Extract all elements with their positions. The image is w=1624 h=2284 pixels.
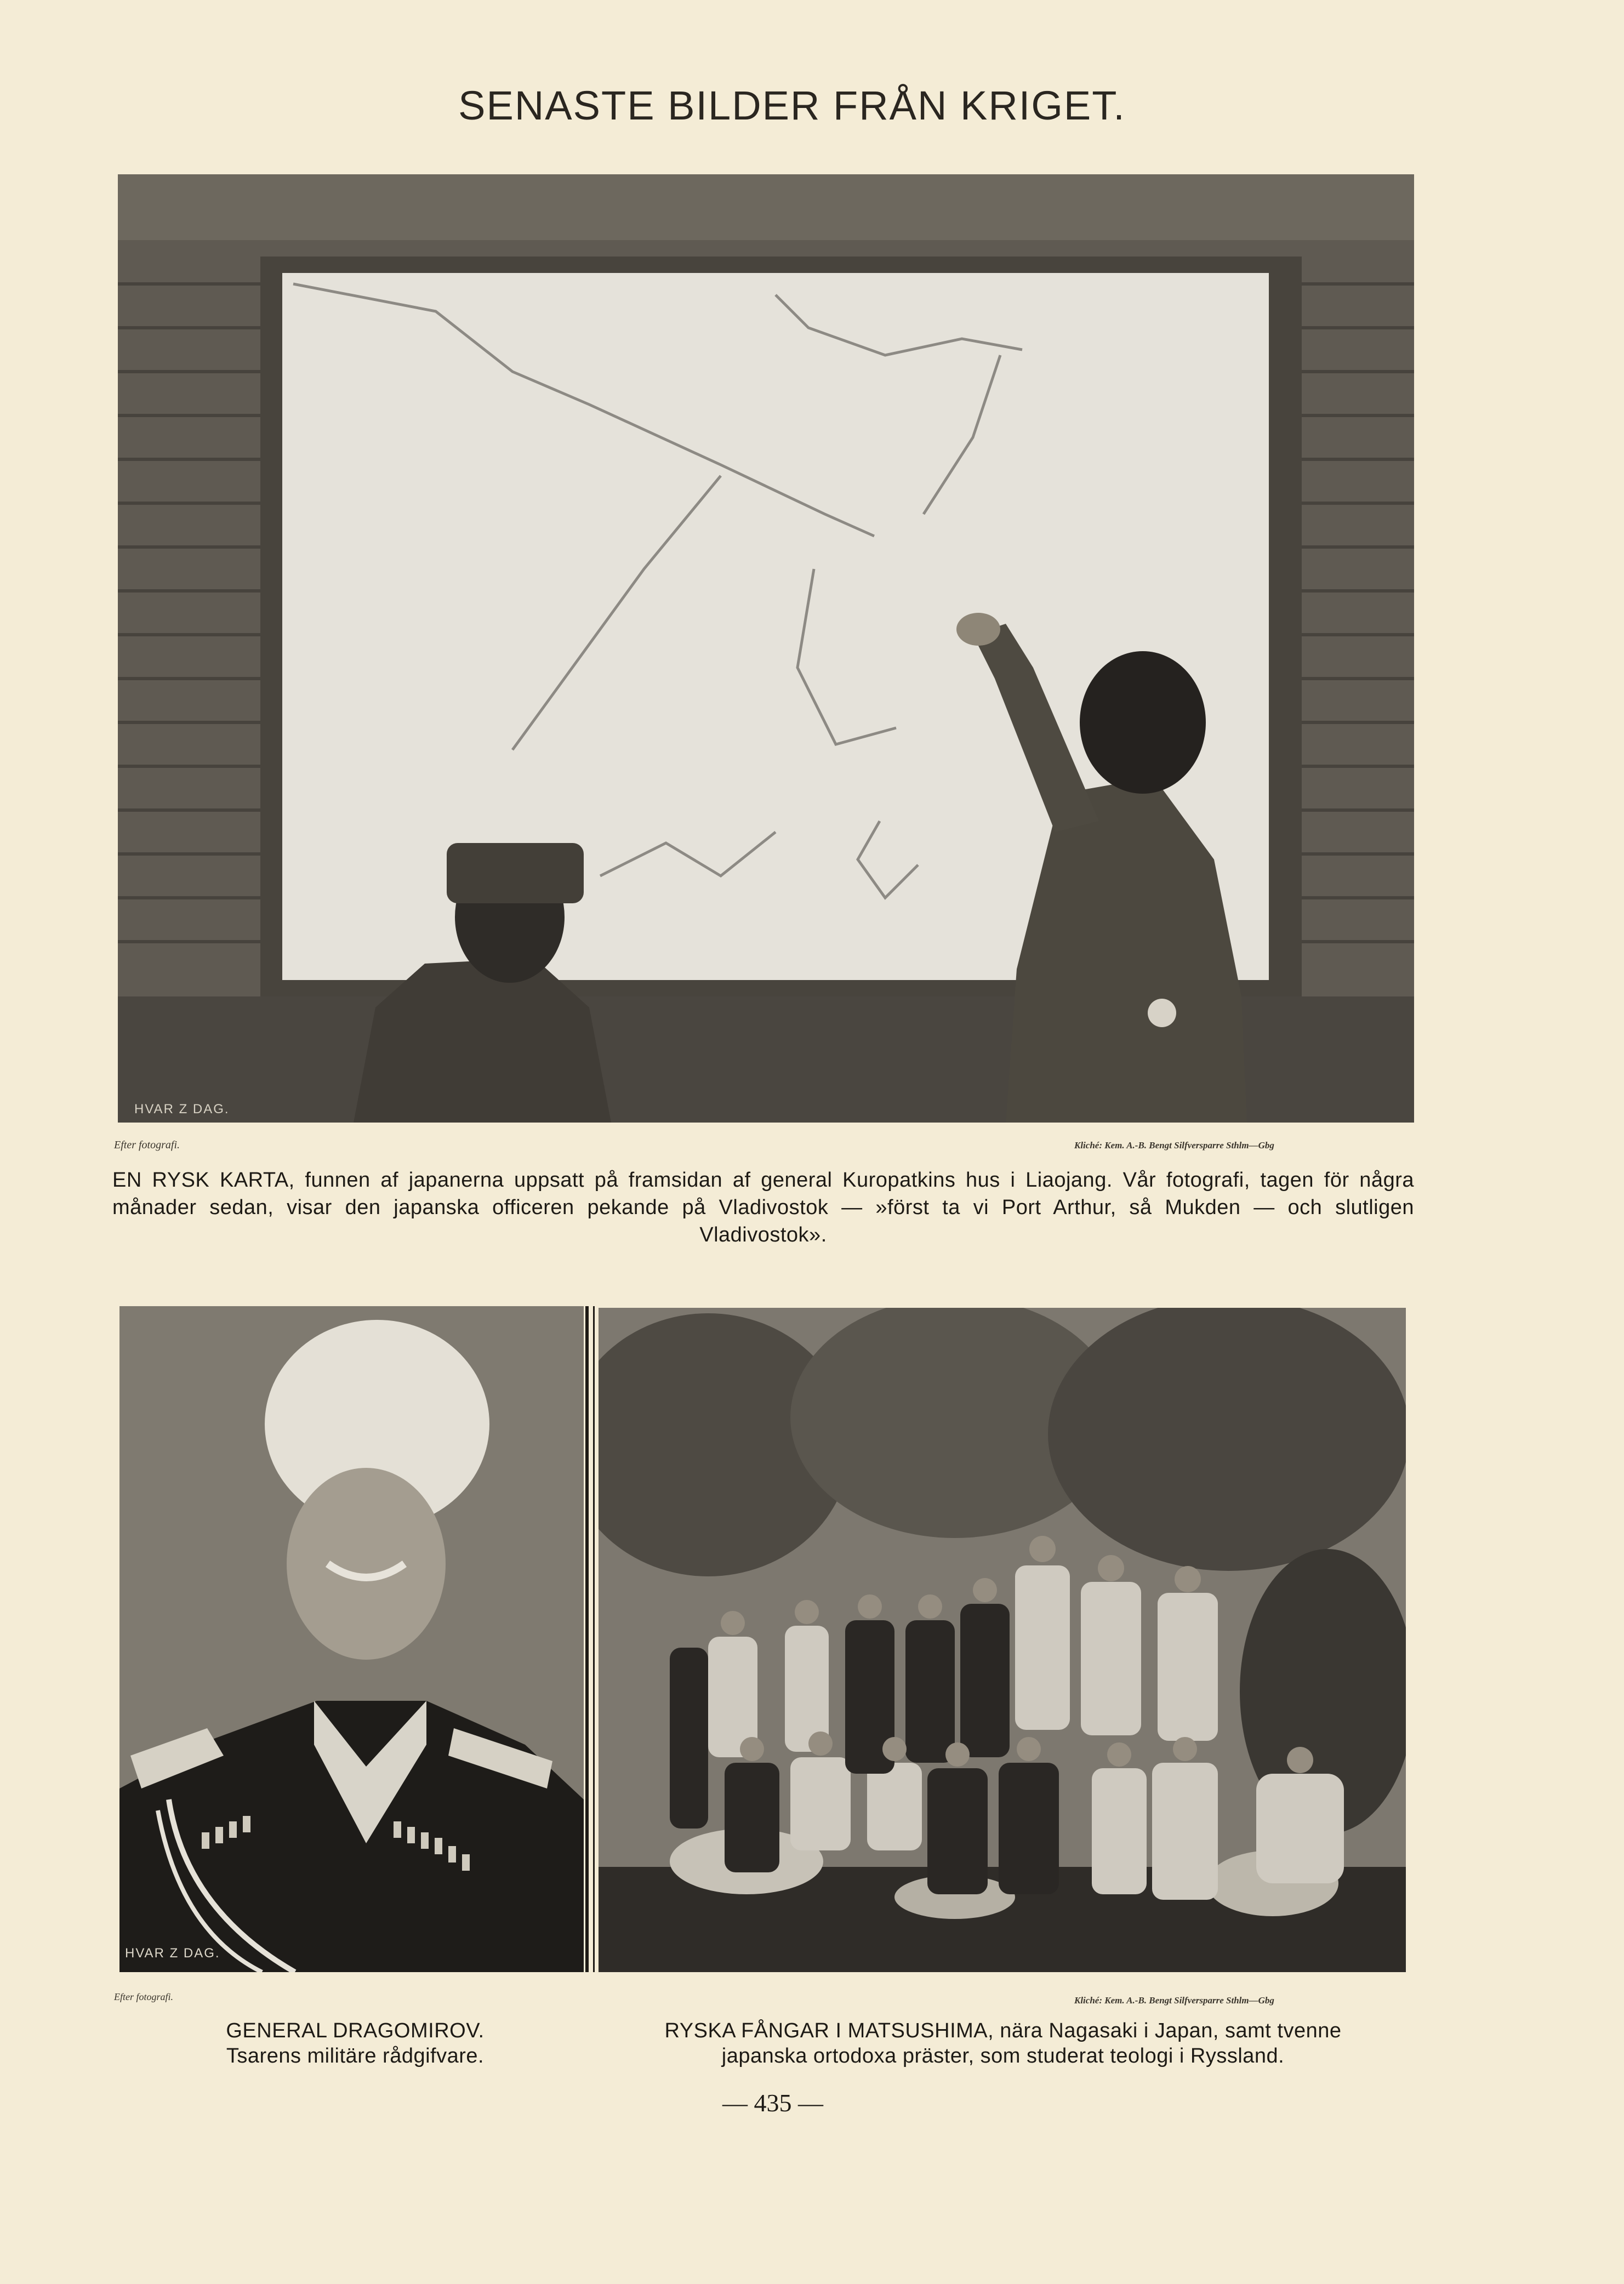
prisoners-credit: Kliché: Kem. A.-B. Bengt Silfversparre Sthlm—Gbg — [1074, 1995, 1274, 2006]
photo-divider-thin — [593, 1306, 595, 1972]
photo-divider — [585, 1306, 589, 1972]
photo-stamp: HVAR Z DAG. — [134, 1102, 230, 1117]
prisoners-caption-line1: RYSKA FÅNGAR I MATSUSHIMA, nära Nagasaki i Japan, samt tvenne — [664, 2019, 1342, 2042]
portrait-caption-title: GENERAL DRAGOMIROV. — [226, 2019, 485, 2042]
photo-credit-right: Kliché: Kem. A.-B. Bengt Silfversparre Sthlm—Gbg — [1074, 1140, 1274, 1150]
page-title: SENASTE BILDER FRÅN KRIGET. — [458, 83, 1126, 128]
prisoners-illustration — [599, 1308, 1406, 1972]
main-caption: EN RYSK KARTA, funnen af japanerna uppsatt på framsidan af general Kuropatkins hus i Liaojang. Vår fotografi, tagen för några månader sedan, visar den japanska officeren pekande på Vladivostok — »först ta vi Port Arthur, så Mukden — och slutligen Vladivostok». — [112, 1169, 1414, 1246]
map-photo-illustration — [118, 174, 1414, 1123]
prisoners-caption-line2: japanska ortodoxa präster, som studerat teologi i Ryssland. — [721, 2044, 1285, 2067]
portrait-stamp: HVAR Z DAG. — [125, 1946, 220, 1961]
prisoners-caption — [603, 2018, 1403, 2069]
portrait-photo — [119, 1306, 584, 1972]
portrait-caption — [119, 2018, 591, 2069]
prisoners-photo — [599, 1308, 1406, 1972]
portrait-credit: Efter fotografi. — [114, 1991, 173, 2002]
page-number: — 435 — — [722, 2089, 823, 2117]
photo-credit-left: Efter fotografi. — [114, 1139, 180, 1151]
portrait-illustration — [119, 1306, 584, 1972]
portrait-caption-subtitle: Tsarens militäre rådgifvare. — [226, 2044, 485, 2067]
map-photo — [118, 174, 1414, 1123]
